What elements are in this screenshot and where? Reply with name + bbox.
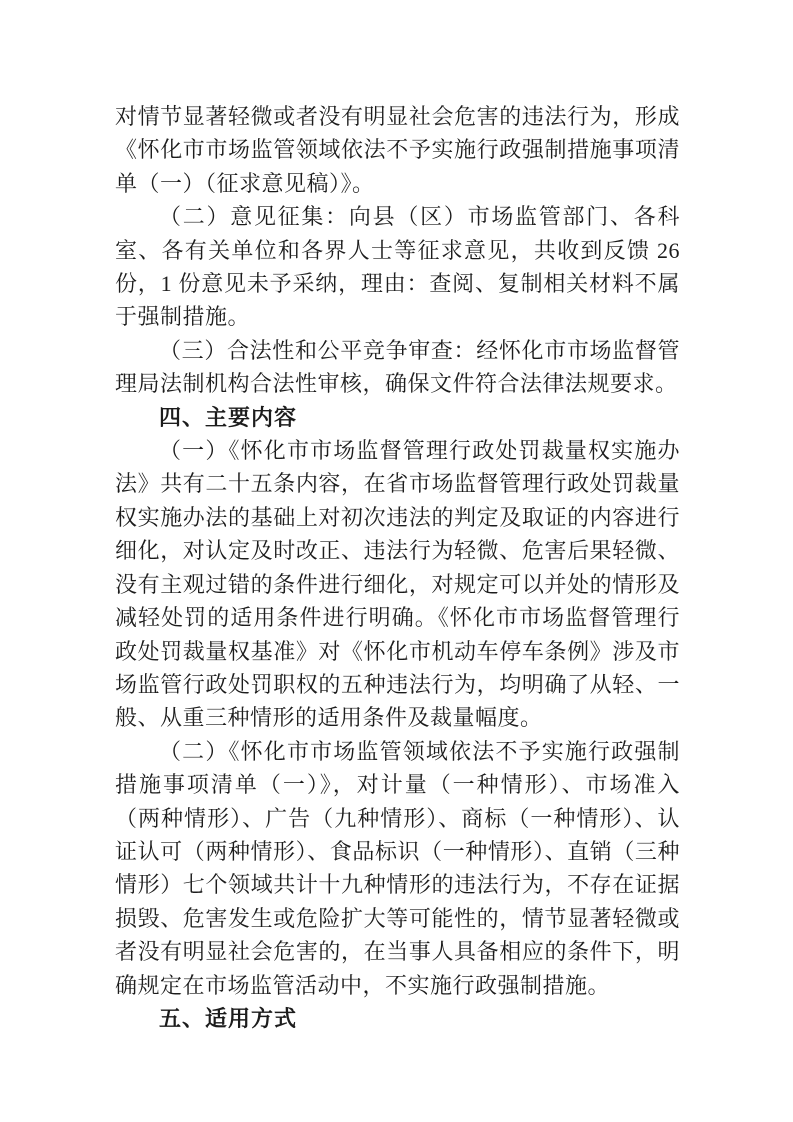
section-heading-main-content: 四、主要内容 — [159, 404, 298, 430]
document-body — [115, 100, 680, 1035]
paragraph-enforcement-list: （二）《怀化市市场监管领域依法不予实施行政强制措施事项清单（一）》，对计量（一种情形）、市场准入（两种情形）、广告（九种情形）、商标（一种情形）、认证认可（两种情形）、食品标识（一种情形）、直销（三种情形）七个领域共计十九种情形的违法行为，不存在证据损毁、危害发生或危险扩大等可能性的，情节显著轻微或者没有明显社会危害的，在当事人具备相应的条件下，明确规定在市场监管活动中，不实施行政强制措施。 — [115, 738, 680, 998]
paragraph-opinion-collection: （二）意见征集：向县（区）市场监管部门、各科室、各有关单位和各界人士等征求意见，共收到反馈 26 份，1 份意见未予采纳，理由：查阅、复制相关材料不属于强制措施。 — [115, 204, 680, 330]
section-heading-application-method: 五、适用方式 — [159, 1005, 298, 1031]
paragraph-discretion-measures: （一）《怀化市市场监督管理行政处罚裁量权实施办法》共有二十五条内容，在省市场监督管理行政处罚裁量权实施办法的基础上对初次违法的判定及取证的内容进行细化，对认定及时改正、违法行为轻微、危害后果轻微、没有主观过错的条件进行细化，对规定可以并处的情形及减轻处罚的适用条件进行明确。《怀化市市场监督管理行政处罚裁量权基准》对《怀化市机动车停车条例》涉及市场监管行政处罚职权的五种违法行为，均明确了从轻、一般、从重三种情形的适用条件及裁量幅度。 — [115, 438, 680, 731]
paragraph-legality-review: （三）合法性和公平竞争审查：经怀化市市场监督管理局法制机构合法性审核，确保文件符合法律法规要求。 — [115, 337, 680, 397]
paragraph-continuation: 对情节显著轻微或者没有明显社会危害的违法行为，形成《怀化市市场监管领域依法不予实施行政强制措施事项清单（一）（征求意见稿）》。 — [115, 104, 680, 196]
